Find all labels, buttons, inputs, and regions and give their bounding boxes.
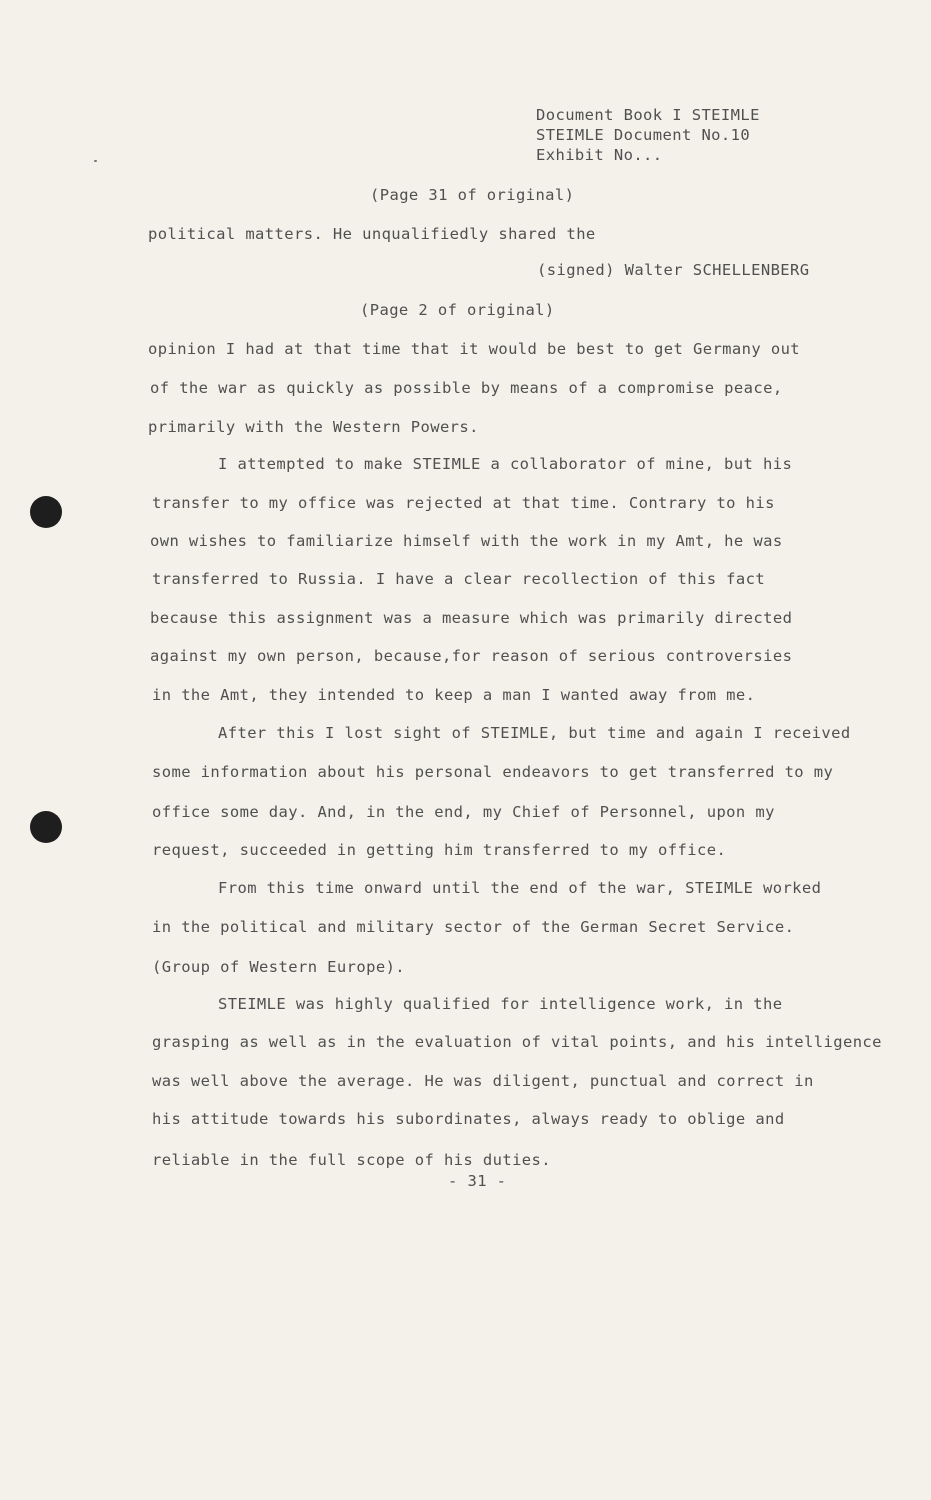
- body-line: STEIMLE was highly qualified for intelligence work, in the: [218, 995, 783, 1013]
- punch-hole-top: [30, 496, 62, 528]
- page-2-marker: (Page 2 of original): [360, 301, 555, 319]
- body-line: primarily with the Western Powers.: [148, 418, 479, 436]
- body-line: I attempted to make STEIMLE a collaborator of mine, but his: [218, 455, 793, 473]
- body-line: office some day. And, in the end, my Chief of Personnel, upon my: [152, 803, 775, 821]
- body-line: grasping as well as in the evaluation of vital points, and his intelligence: [152, 1033, 882, 1051]
- body-line: in the political and military sector of the German Secret Service.: [152, 918, 795, 936]
- header-document-number: STEIMLE Document No.10: [536, 126, 751, 144]
- page-31-marker: (Page 31 of original): [370, 186, 575, 204]
- page-number: - 31 -: [448, 1172, 507, 1190]
- signature-line: (signed) Walter SCHELLENBERG: [537, 261, 810, 279]
- body-line: (Group of Western Europe).: [152, 958, 406, 976]
- body-line: was well above the average. He was diligent, punctual and correct in: [152, 1072, 814, 1090]
- body-line: transfer to my office was rejected at that time. Contrary to his: [152, 494, 775, 512]
- body-line: transferred to Russia. I have a clear recollection of this fact: [152, 570, 766, 588]
- body-line: opinion I had at that time that it would be best to get Germany out: [148, 340, 801, 358]
- body-line: against my own person, because,for reason of serious controversies: [150, 647, 793, 665]
- body-line-political: political matters. He unqualifiedly shared the: [148, 225, 596, 243]
- body-line: From this time onward until the end of the war, STEIMLE worked: [218, 879, 822, 897]
- paper-speck: [94, 160, 97, 162]
- body-line: reliable in the full scope of his duties.: [152, 1151, 552, 1169]
- header-document-book: Document Book I STEIMLE: [536, 106, 760, 124]
- header-exhibit-number: Exhibit No...: [536, 146, 663, 164]
- body-line: own wishes to familiarize himself with the work in my Amt, he was: [150, 532, 783, 550]
- body-line: his attitude towards his subordinates, always ready to oblige and: [152, 1110, 785, 1128]
- body-line: After this I lost sight of STEIMLE, but time and again I received: [218, 724, 851, 742]
- body-line: because this assignment was a measure which was primarily directed: [150, 609, 793, 627]
- body-line: in the Amt, they intended to keep a man I wanted away from me.: [152, 686, 756, 704]
- punch-hole-bottom: [30, 811, 62, 843]
- body-line: some information about his personal endeavors to get transferred to my: [152, 763, 834, 781]
- body-line: of the war as quickly as possible by means of a compromise peace,: [150, 379, 783, 397]
- body-line: request, succeeded in getting him transferred to my office.: [152, 841, 727, 859]
